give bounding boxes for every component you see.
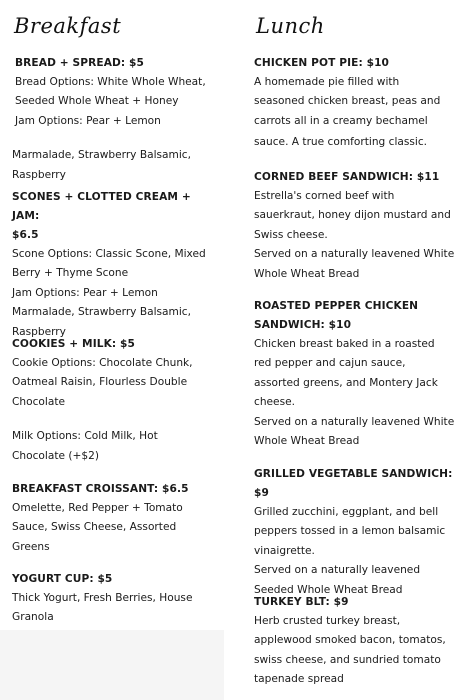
item-line: Estrella's corned beef with [254,190,395,202]
item-line: Milk Options: Cold Milk, Hot [12,430,158,443]
item-line: Bread Options: White Whole Wheat, [15,76,206,88]
item-line: Herb crusted turkey breast, [254,615,401,627]
item-line: Oatmeal Raisin, Flourless Double [12,376,188,389]
menu-item-corned-beef-sandwich [254,168,454,284]
item-line: Chocolate (+$2) [12,449,99,462]
item-line: cheese. [254,396,295,409]
item-line: sauerkraut, honey dijon mustard and [254,209,451,222]
item-line: Cookie Options: Chocolate Chunk, [12,357,193,369]
item-title: CHICKEN POT PIE: $10 [254,57,390,69]
item-line: seasoned chicken breast, peas and [254,95,441,108]
menu-item-turkey-blt [254,593,454,690]
item-line: Raspberry [12,325,66,338]
bottom-shade [0,630,224,700]
item-line: Swiss cheese. [254,228,328,241]
item-line: Marmalade, Strawberry Balsamic, [12,306,191,319]
item-line: Thick Yogurt, Fresh Berries, House [12,592,193,604]
item-line: Served on a naturally leavened White [254,415,455,428]
item-line: Granola [12,611,54,624]
item-line: Served on a naturally leavened White [254,248,455,261]
item-line: Marmalade, Strawberry Balsamic, [12,149,191,162]
item-line: vinaigrette. [254,544,315,557]
item-line: Chicken breast baked in a roasted [254,338,435,350]
item-line: tapenade spread [254,673,344,686]
item-title: COOKIES + MILK: $5 [12,338,135,350]
menu-item-scones [12,188,212,342]
item-line: Served on a naturally leavened [254,564,421,577]
item-line: applewood smoked bacon, tomatos, [254,634,446,647]
item-title: CORNED BEEF SANDWICH: $11 [254,171,440,183]
menu-item-chicken-pot-pie [254,54,454,153]
item-title: SCONES + CLOTTED CREAM + JAM: [12,191,191,222]
item-line: Jam Options: Pear + Lemon [12,286,158,299]
item-title: $6.5 [12,229,39,241]
item-title: ROASTED PEPPER CHICKEN [254,300,419,312]
item-title: SANDWICH: $10 [254,319,352,331]
item-line: Jam Options: Pear + Lemon [15,114,161,127]
item-line: Raspberry [12,168,66,181]
item-line: Greens [12,540,50,553]
item-line: Berry + Thyme Scone [12,267,129,280]
item-line: peppers tossed in a lemon balsamic [254,525,446,538]
item-line: sauce. A true comforting classic. [254,136,428,149]
item-title: GRILLED VEGETABLE SANDWICH: $9 [254,468,453,499]
item-line: carrots all in a creamy bechamel [254,114,428,127]
item-line: Whole Wheat Bread [254,267,360,280]
item-title: YOGURT CUP: $5 [12,573,113,585]
item-line: assorted greens, and Montery Jack [254,376,438,389]
lunch-heading: Lunch [256,14,325,38]
breakfast-heading: Breakfast [14,14,122,38]
item-line: Whole Wheat Bread [254,435,360,448]
item-title: BREAKFAST CROISSANT: $6.5 [12,483,189,495]
item-line: red pepper and cajun sauce, [254,357,406,370]
menu-item-grilled-vegetable-sandwich [254,465,454,600]
menu-item-yogurt-cup [12,570,212,628]
menu-item-roasted-pepper-chicken [254,297,454,451]
item-title: TURKEY BLT: $9 [254,596,349,608]
menu-item-bread-spread [12,54,212,185]
menu-item-breakfast-croissant [12,480,212,557]
item-line: Sauce, Swiss Cheese, Assorted [12,521,177,534]
item-line: swiss cheese, and sundried tomato [254,653,441,666]
item-line: Scone Options: Classic Scone, Mixed [12,248,206,260]
item-line: Chocolate [12,395,66,408]
item-line: Seeded Whole Wheat + Honey [15,95,179,108]
item-line: Grilled zucchini, eggplant, and bell [254,506,439,518]
item-title: BREAD + SPREAD: $5 [15,57,144,69]
item-line: A homemade pie filled with [254,76,400,88]
item-line: Seeded Whole Wheat Bread [254,583,403,596]
item-line: Omelette, Red Pepper + Tomato [12,502,183,514]
menu-item-cookies-milk [12,335,212,466]
